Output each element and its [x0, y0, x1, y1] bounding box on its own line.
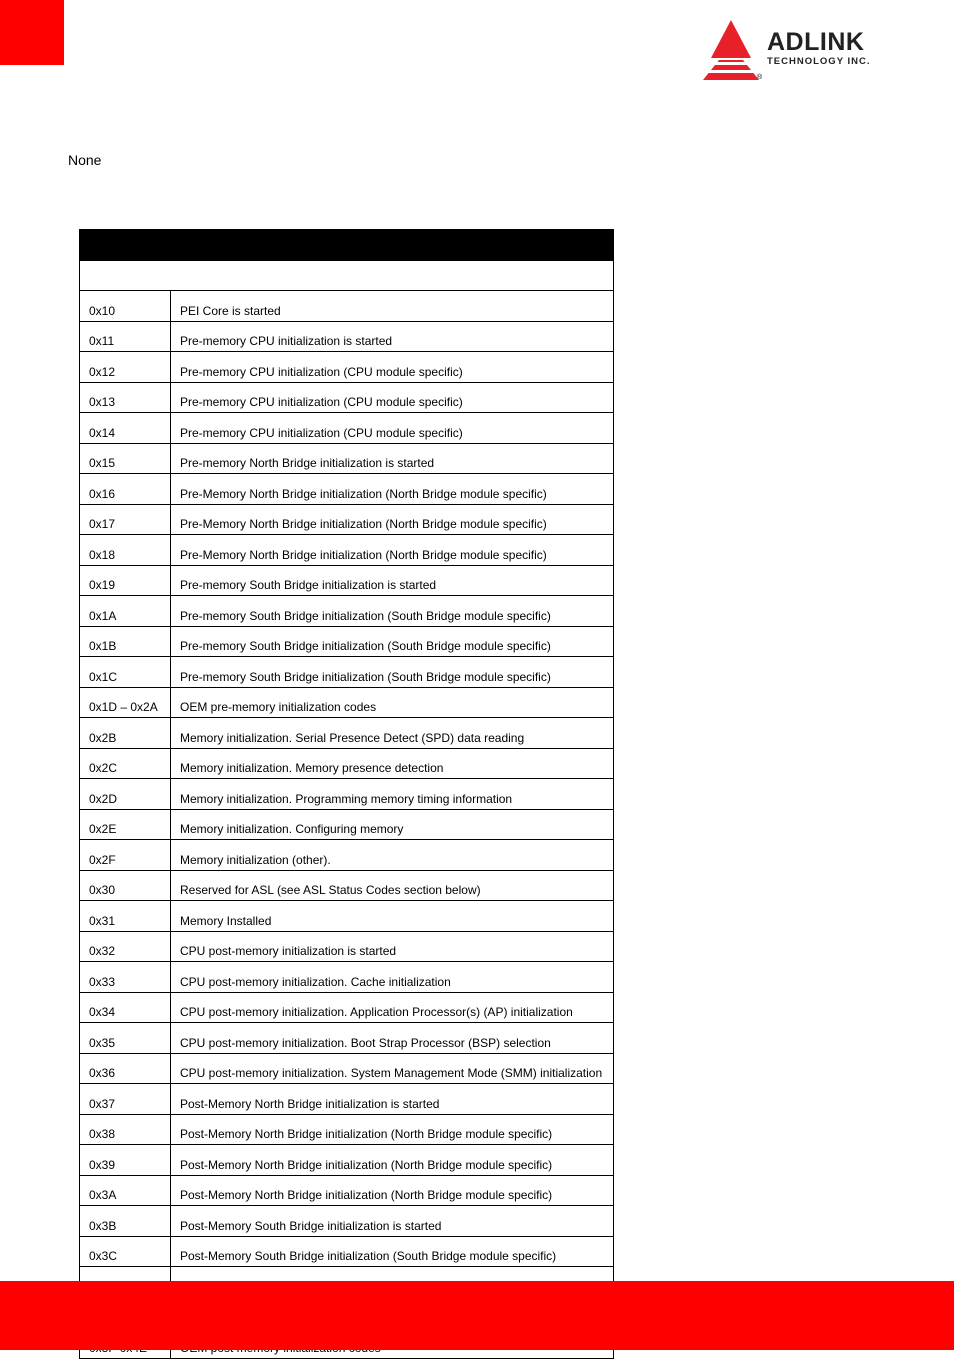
table-row	[80, 901, 614, 932]
description-cell: Memory initialization. Programming memory timing information	[171, 779, 614, 810]
description-cell: Post-Memory South Bridge initialization (South Bridge module specific)	[171, 1236, 614, 1267]
code-cell: 0x1C	[80, 657, 171, 688]
table-row	[80, 1145, 614, 1176]
code-cell: 0x33	[80, 962, 171, 993]
logo-tagline: TECHNOLOGY INC.	[767, 56, 871, 67]
table-row	[80, 413, 614, 444]
footer-bar	[0, 1281, 954, 1350]
table-row	[80, 504, 614, 535]
table-row	[80, 596, 614, 627]
table-row	[80, 352, 614, 383]
table-row	[80, 657, 614, 688]
table-subheader-row	[80, 260, 614, 291]
logo-wordmark: ADLINK	[767, 28, 865, 56]
description-cell: Memory initialization. Configuring memory	[171, 809, 614, 840]
description-cell: Post-Memory North Bridge initialization (North Bridge module specific)	[171, 1114, 614, 1145]
description-cell: Memory initialization. Memory presence detection	[171, 748, 614, 779]
table-row	[80, 779, 614, 810]
code-cell: 0x14	[80, 413, 171, 444]
table-subheader-cell	[80, 260, 614, 291]
table-row	[80, 687, 614, 718]
table-row	[80, 1053, 614, 1084]
table-header-row	[80, 230, 614, 261]
logo-registered-mark: ®	[757, 74, 763, 81]
body-text: None	[68, 152, 102, 168]
code-cell: 0x15	[80, 443, 171, 474]
logo-triangle-icon	[697, 18, 763, 84]
description-cell: Post-Memory North Bridge initialization (North Bridge module specific)	[171, 1145, 614, 1176]
description-cell: Pre-memory South Bridge initialization (South Bridge module specific)	[171, 657, 614, 688]
code-cell: 0x2D	[80, 779, 171, 810]
table-row	[80, 443, 614, 474]
description-cell: Pre-memory CPU initialization (CPU module specific)	[171, 352, 614, 383]
code-cell: 0x1B	[80, 626, 171, 657]
code-cell: 0x38	[80, 1114, 171, 1145]
description-cell: Pre-memory South Bridge initialization (South Bridge module specific)	[171, 626, 614, 657]
corner-tab	[0, 0, 64, 65]
table-row	[80, 992, 614, 1023]
table-row	[80, 748, 614, 779]
description-cell: CPU post-memory initialization. Boot Strap Processor (BSP) selection	[171, 1023, 614, 1054]
table-row	[80, 840, 614, 871]
code-cell: 0x2B	[80, 718, 171, 749]
code-cell: 0x10	[80, 291, 171, 322]
code-cell: 0x30	[80, 870, 171, 901]
table-row	[80, 1175, 614, 1206]
description-cell: Post-Memory South Bridge initialization is started	[171, 1206, 614, 1237]
description-cell: Memory initialization (other).	[171, 840, 614, 871]
description-cell: CPU post-memory initialization. System Management Mode (SMM) initialization	[171, 1053, 614, 1084]
description-cell: CPU post-memory initialization. Application Processor(s) (AP) initialization	[171, 992, 614, 1023]
table-row	[80, 962, 614, 993]
table-row	[80, 718, 614, 749]
code-cell: 0x17	[80, 504, 171, 535]
code-cell: 0x2F	[80, 840, 171, 871]
code-cell: 0x18	[80, 535, 171, 566]
table-row	[80, 1023, 614, 1054]
description-cell: Post-Memory North Bridge initialization (North Bridge module specific)	[171, 1175, 614, 1206]
code-cell: 0x2C	[80, 748, 171, 779]
code-cell: 0x34	[80, 992, 171, 1023]
description-cell: OEM pre-memory initialization codes	[171, 687, 614, 718]
description-cell: Post-Memory North Bridge initialization is started	[171, 1084, 614, 1115]
code-cell: 0x35	[80, 1023, 171, 1054]
code-cell: 0x16	[80, 474, 171, 505]
code-cell: 0x11	[80, 321, 171, 352]
table-row	[80, 1084, 614, 1115]
code-cell: 0x3A	[80, 1175, 171, 1206]
description-cell: Pre-memory North Bridge initialization is started	[171, 443, 614, 474]
table-row	[80, 565, 614, 596]
description-cell: Pre-memory CPU initialization (CPU module specific)	[171, 413, 614, 444]
code-cell: 0x12	[80, 352, 171, 383]
description-cell: Pre-memory South Bridge initialization is started	[171, 565, 614, 596]
code-cell: 0x19	[80, 565, 171, 596]
description-cell: CPU post-memory initialization is started	[171, 931, 614, 962]
table-row	[80, 474, 614, 505]
code-cell: 0x31	[80, 901, 171, 932]
description-cell: Pre-memory CPU initialization (CPU module specific)	[171, 382, 614, 413]
code-cell: 0x1A	[80, 596, 171, 627]
table-row	[80, 870, 614, 901]
code-cell: 0x1D – 0x2A	[80, 687, 171, 718]
post-code-table	[79, 229, 614, 1359]
description-cell: PEI Core is started	[171, 291, 614, 322]
code-cell: 0x39	[80, 1145, 171, 1176]
description-cell: Memory Installed	[171, 901, 614, 932]
code-cell: 0x2E	[80, 809, 171, 840]
table-row	[80, 1206, 614, 1237]
table-row	[80, 1114, 614, 1145]
table-row	[80, 1236, 614, 1267]
table-row	[80, 382, 614, 413]
code-cell: 0x3C	[80, 1236, 171, 1267]
code-cell: 0x36	[80, 1053, 171, 1084]
table-row	[80, 291, 614, 322]
table-row	[80, 535, 614, 566]
description-cell: Pre-memory CPU initialization is started	[171, 321, 614, 352]
code-cell: 0x37	[80, 1084, 171, 1115]
description-cell: Pre-Memory North Bridge initialization (North Bridge module specific)	[171, 504, 614, 535]
table-row	[80, 931, 614, 962]
table-header-cell	[80, 230, 614, 261]
adlink-logo	[697, 18, 907, 84]
code-cell: 0x32	[80, 931, 171, 962]
table-row	[80, 809, 614, 840]
table-row	[80, 321, 614, 352]
description-cell: Reserved for ASL (see ASL Status Codes section below)	[171, 870, 614, 901]
description-cell: CPU post-memory initialization. Cache initialization	[171, 962, 614, 993]
code-cell: 0x13	[80, 382, 171, 413]
code-cell: 0x3B	[80, 1206, 171, 1237]
description-cell: Memory initialization. Serial Presence Detect (SPD) data reading	[171, 718, 614, 749]
table-row	[80, 626, 614, 657]
description-cell: Pre-Memory North Bridge initialization (North Bridge module specific)	[171, 474, 614, 505]
description-cell: Pre-memory South Bridge initialization (South Bridge module specific)	[171, 596, 614, 627]
description-cell: Pre-Memory North Bridge initialization (North Bridge module specific)	[171, 535, 614, 566]
